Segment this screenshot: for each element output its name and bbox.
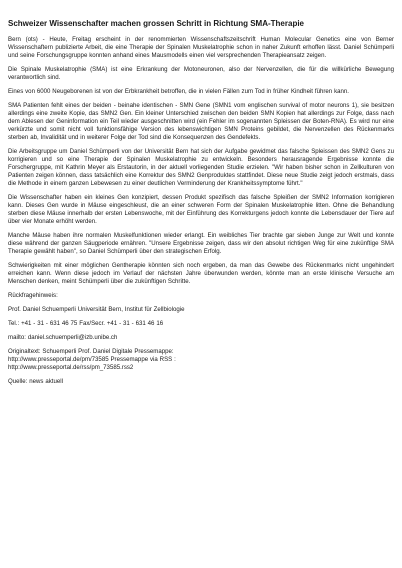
origin-block (8, 348, 394, 372)
press-kit-link[interactable]: http://www.presseportal.de/pm/73585 Pressemappe via RSS : (8, 356, 176, 363)
contact-person: Prof. Daniel Schuemperli Universität Bern, Institut für Zellbiologie (8, 306, 185, 313)
paragraph-definition: Die Spinale Muskelatrophie (SMA) ist eine Erkrankung der Motoneuronen, also der Nervenzellen, die für die willkürliche Bewegung verantwortlich sind. (8, 66, 394, 81)
paragraph-intro: Bern (ots) - Heute, Freitag erscheint in der renommierten Wissenschaftszeitschrift Human Molecular Genetics eine von Berner Wissenschaftern publizierte Arbeit, die eine Therapie der Spinalen Muskelatrophie schon in naher Zukunft erhoffen lässt. Daniel Schümperli und seine Forschungsgruppe konnten anhand eines Mausmodells einen viel versprechenden Therapieansatz zeigen. (8, 36, 394, 59)
contact-phone: Tel.: +41 - 31 - 631 46 75 Fax/Secr. +41 - 31 - 631 46 16 (8, 320, 164, 327)
rss-link[interactable]: http://www.presseportal.de/rss/pm_73585.rss2 (8, 364, 134, 371)
paragraph-incidence: Eines von 6000 Neugeborenen ist von der Erbkrankheit betroffen, die in vielen Fällen zum Tod in früher Kindheit führen kann. (8, 88, 349, 95)
paragraph-method: Die Wissenschafter haben ein kleines Gen konzipiert, dessen Produkt spezifisch das falsche Spleißen der SMN2 Information korrigieren kann. Dieses Gen wurde in Mäuse eingeschleust, die an einer schweren Form der Spinalen Muskelatrophie litten. Ohne die Behandlung sterben diese Mäuse innerhalb der ersten Lebenswoche, mit der Einführung des Korrekturgens jedoch konnte die Lebensdauer der Tiere auf über vier Monate erhöht werden. (8, 194, 394, 225)
paragraph-research-group: Die Arbeitsgruppe um Daniel Schümperli von der Universität Bern hat sich der Aufgabe gewidmet das falsche Spleissen des SMN2 Gens zu korrigieren und so eine Therapie der Spinalen Muskelatrophie zu entwickeln. Besonders herausragende Ergebnisse konnte die Forschergruppe, mit Kathrin Meyer als Erstautorin, in der aktuell vorliegenden Studie erzielen. "Wir haben bisher schon in Zellkulturen von Patienten zeigen können, dass tatsächlich eine Korrektur des SMN2 Genproduktes stattfindet. Diese neue Studie zeigt jedoch erstmals, dass die Methode in einem ganzen Lebewesen zu einer deutlichen Verminderung der Krankheitssymptome führt." (8, 148, 394, 187)
contact-label: Rückfragehinweis: (8, 292, 58, 299)
paragraph-genetics: SMA Patienten fehlt eines der beiden - beinahe identischen - SMN Gene (SMN1 vom englischen survival of motor neurons 1), sie besitzen allerdings eine zweite Kopie, das SMN2 Gen. Ein kleiner Unterschied zwischen den beiden SMN Kopien hat allerdings zur Folge, dass nach dem Ablesen der Geninformation ein Teil wieder ausgeschnitten wird (ein Fehler im sogenannten Spleissen der Boten-RNA). Es wird nur eine verkürzte und somit nicht voll funktionsfähige Version des lebenswichtigen SMN Proteins gebildet, die Nervenzellen des Rückenmarks sterben ab, Invalidität und in weiterer Folge der Tod sind die Konsequenzen des Gendefekts. (8, 102, 394, 141)
paragraph-outlook: Schwierigkeiten mit einer möglichen Gentherapie könnten sich noch ergeben, da man das Gewebe des Rückenmarks nicht ungehindert erreichen kann. Wenn diese jedoch im Verlauf der nächsten Jahre überwunden werden, könnte man an erste klinische Versuche am Menschen denken, meint Schümperli über die zukünftigen Schritte. (8, 262, 394, 285)
article-title: Schweizer Wissenschafter machen grossen Schritt in Richtung SMA-Therapie (8, 19, 304, 28)
source-line: Quelle: news aktuell (8, 378, 63, 385)
paragraph-results: Manche Mäuse haben ihre normalen Muskelfunktionen wieder erlangt. Ein weibliches Tier brachte gar sieben Junge zur Welt und konnte diese während der ganzen Säugperiode ernähren. "Unsere Ergebnisse zeigen, dass wir den absolut richtigen Weg für eine zukünftige SMA Therapie gewählt haben", so Daniel Schümperli über den strategischen Erfolg. (8, 232, 394, 255)
contact-mail[interactable]: mailto: daniel.schuemperli@izb.unibe.ch (8, 334, 118, 341)
origin-text: Originaltext: Schuemperli Prof. Daniel Digitale Pressemappe: (8, 348, 174, 355)
